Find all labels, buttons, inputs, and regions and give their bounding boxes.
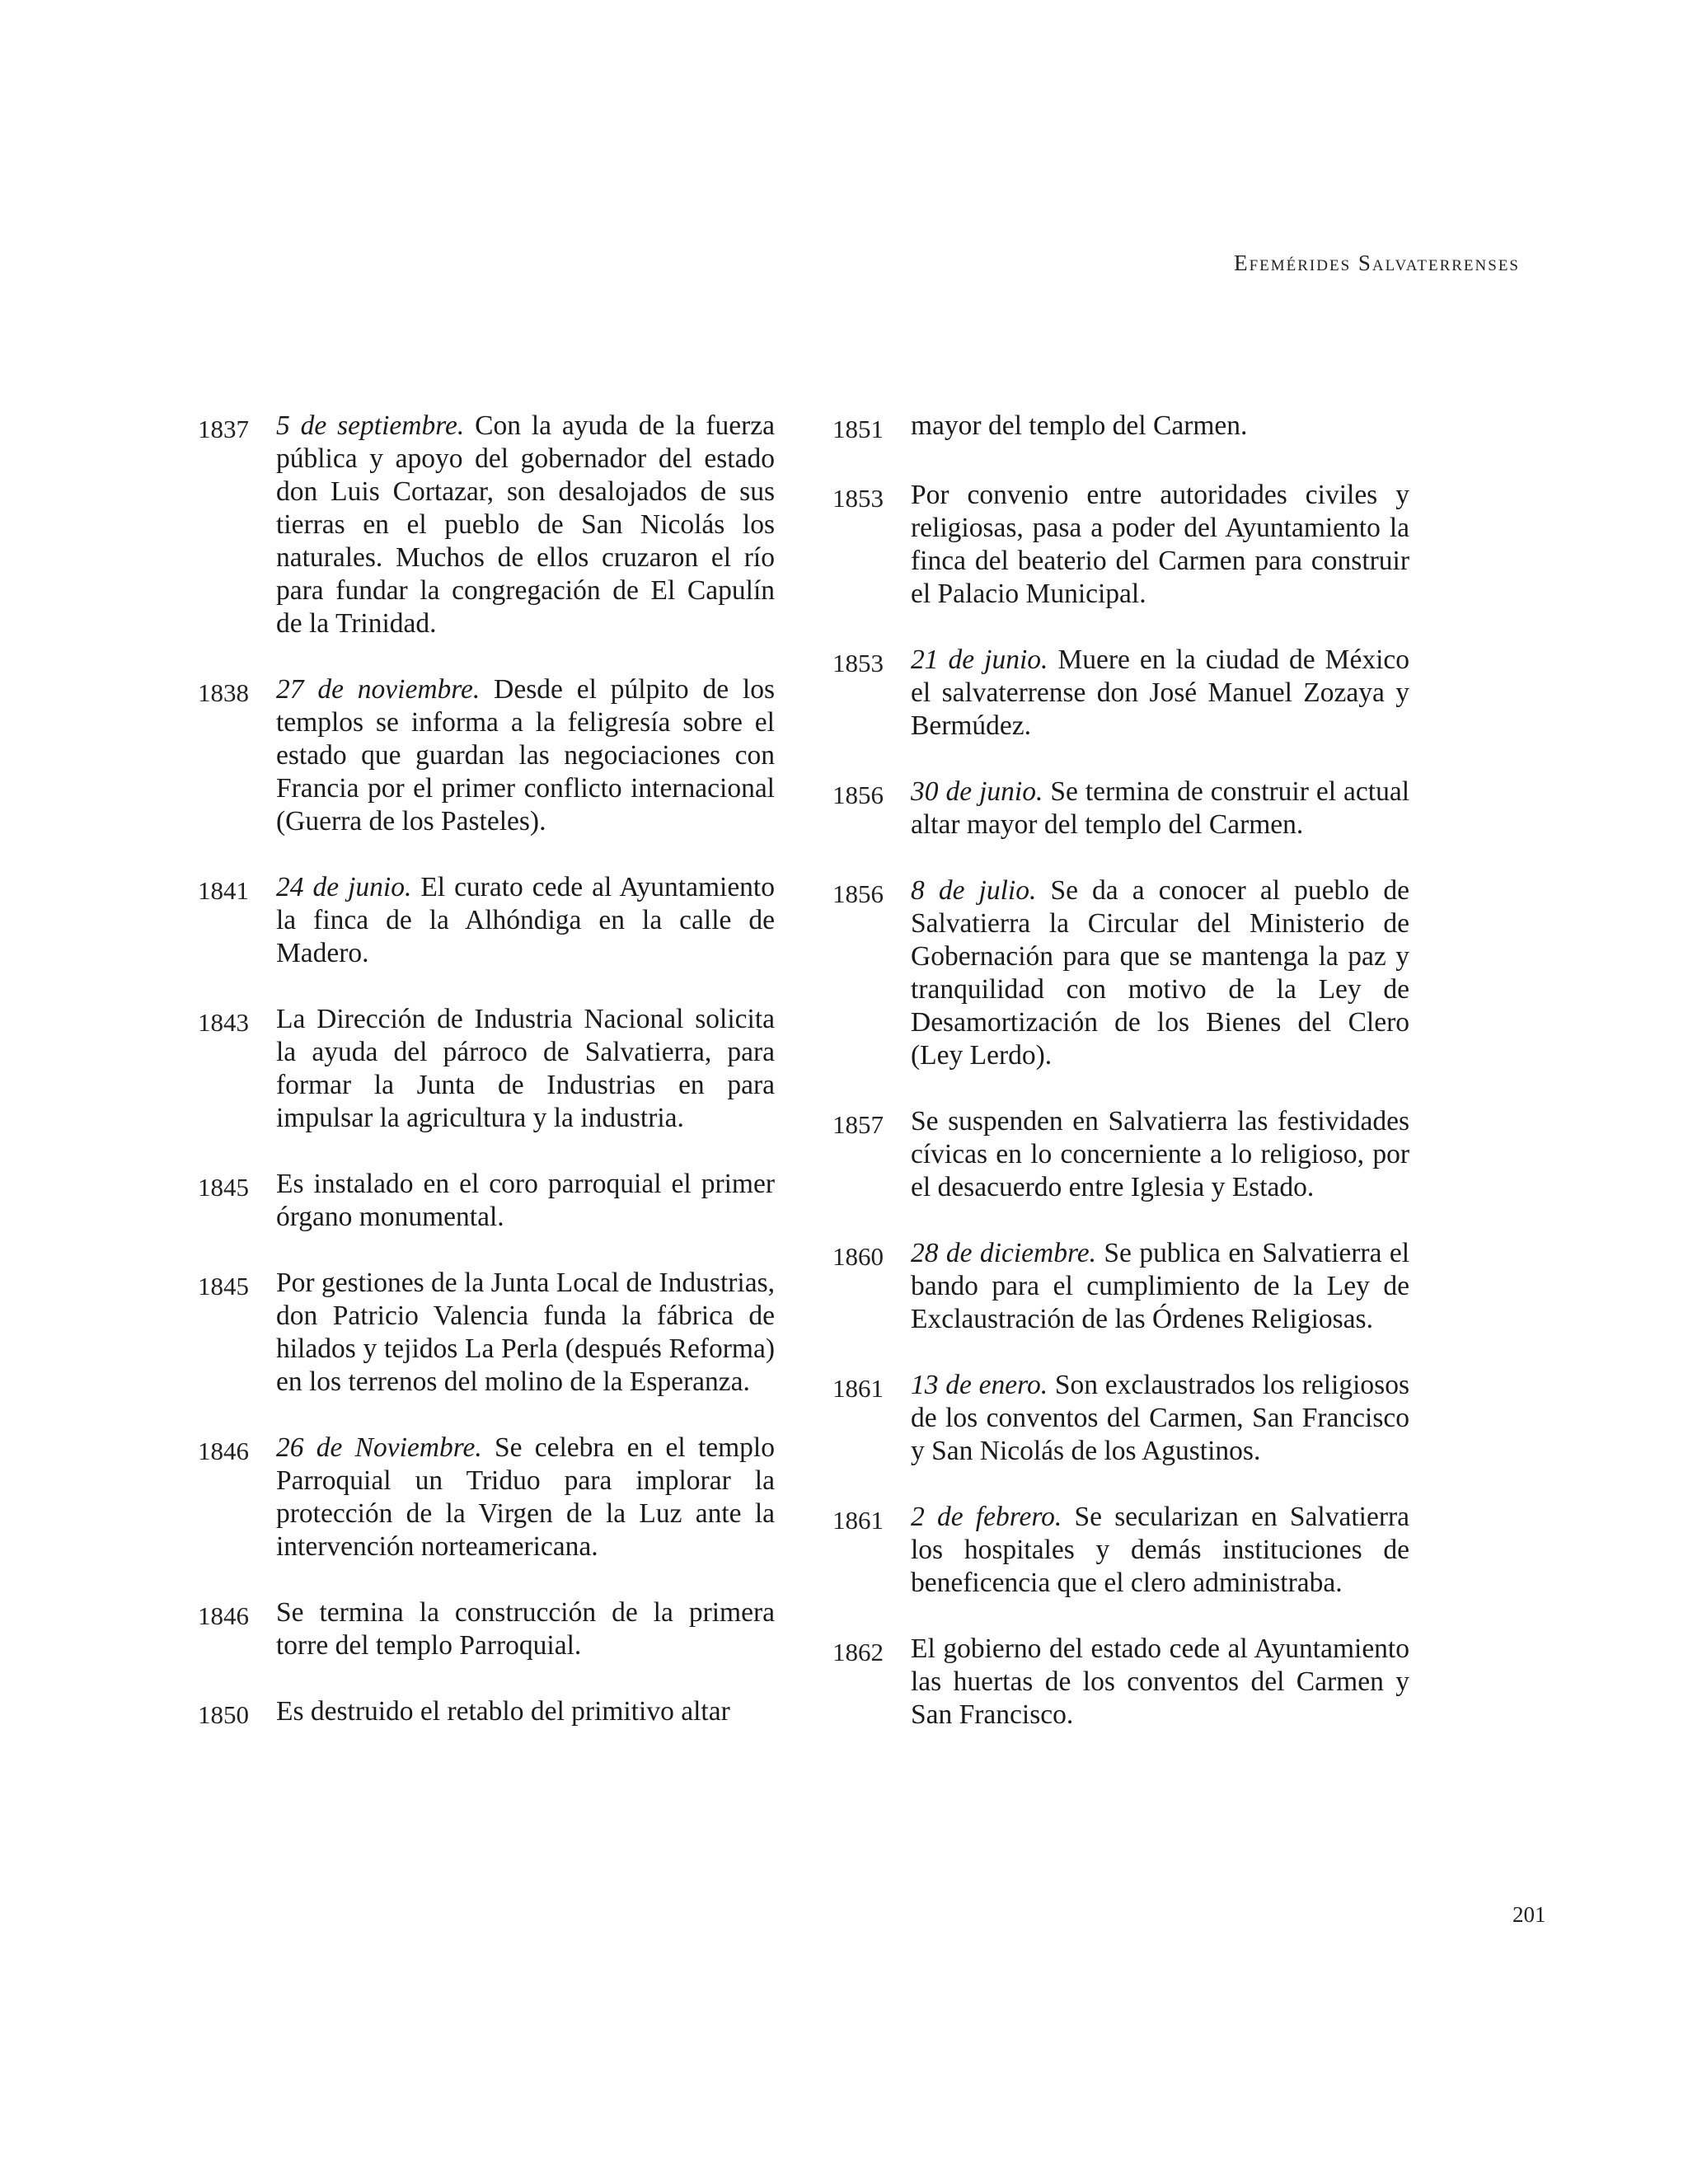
running-head: Efemérides Salvaterrenses [1234, 251, 1520, 275]
entry-text [276, 1596, 775, 1662]
page-number: 201 [1512, 1902, 1546, 1927]
entry-text [911, 479, 1409, 611]
entry-date: 2 de febrero. [911, 1502, 1062, 1532]
entry-year: 1862 [832, 1638, 884, 1666]
entry-text [911, 874, 1409, 1072]
chronology-entry [832, 644, 1409, 743]
chronology-entry [832, 874, 1409, 1072]
entry-year: 1846 [198, 1601, 249, 1630]
entry-year: 1853 [832, 649, 884, 677]
entry-date: 8 de julio. [911, 875, 1037, 906]
entry-date: 24 de junio. [276, 872, 412, 902]
chronology-entry [198, 1003, 775, 1135]
entry-text [911, 1369, 1409, 1468]
entry-text [911, 1633, 1409, 1732]
entry-year: 1850 [198, 1700, 249, 1729]
entry-text [911, 1105, 1409, 1204]
entry-body: Se secularizan en Salvatierra los hospitales y demás instituciones de beneficencia que el clero administraba. [911, 1502, 1409, 1598]
entry-year: 1857 [832, 1110, 884, 1139]
entry-year: 1845 [198, 1173, 249, 1202]
entry-year: 1853 [832, 484, 884, 513]
chronology-entry [198, 1267, 775, 1399]
entry-date: 26 de Noviembre. [276, 1432, 482, 1463]
entry-body: El curato cede al Ayuntamiento la finca de la Alhóndiga en la calle de Madero. [276, 872, 775, 968]
entry-year: 1856 [832, 879, 884, 908]
chronology-entry [198, 673, 775, 838]
entry-body: El gobierno del estado cede al Ayuntamiento las huertas de los conventos del Carmen y San Francisco. [911, 1633, 1409, 1730]
entry-body: Por convenio entre autoridades civiles y religiosas, pasa a poder del Ayuntamiento la finca del beaterio del Carmen para construir el Palacio Municipal. [911, 480, 1409, 609]
entry-body: Con la ayuda de la fuerza pública y apoyo del gobernador del estado don Luis Cortazar, son desalojados de sus tierras en el pueblo de San Nicolás los naturales. Muchos de ellos cruzaron el río para fundar la congregación de El Capulín de la Trinidad. [276, 410, 775, 639]
entry-body: Muere en la ciudad de México el salvaterrense don José Manuel Zozaya y Bermúdez. [911, 644, 1410, 741]
entry-year: 1845 [198, 1272, 249, 1301]
chronology-entry [832, 1105, 1409, 1204]
entry-body: La Dirección de Industria Nacional solicita la ayuda del párroco de Salvatierra, para formar la Junta de Industrias en para impulsar la agricultura y la industria. [276, 1004, 775, 1133]
chronology-entry [832, 410, 1409, 446]
chronology-entry [198, 871, 775, 970]
chronology-entry [198, 1695, 775, 1732]
entry-text [276, 1168, 775, 1234]
entry-text [911, 776, 1409, 841]
chronology-entry [832, 776, 1409, 841]
entry-year: 1841 [198, 876, 249, 905]
entry-text [911, 1501, 1409, 1600]
entry-text [276, 673, 775, 838]
entry-text [276, 1432, 775, 1563]
entry-text [911, 644, 1409, 743]
entry-body: Se da a conocer al pueblo de Salvatierra la Circular del Ministerio de Gobernación para que se mantenga la paz y tranquilidad con motivo de la Ley de Desamortización de los Bienes del Clero (Ley Lerdo). [911, 875, 1409, 1071]
entry-body: Es instalado en el coro parroquial el primer órgano monumental. [276, 1169, 775, 1232]
entry-date: 27 de noviembre. [276, 674, 481, 705]
entry-text [276, 1695, 775, 1732]
entry-year: 1851 [832, 415, 884, 443]
entry-body: mayor del templo del Carmen. [911, 410, 1248, 441]
entry-text [276, 410, 775, 640]
entry-body: Desde el púlpito de los templos se informa a la feligresía sobre el estado que guardan las negociaciones con Francia por el primer conflicto internacional (Guerra de los Pasteles). [276, 674, 776, 837]
entry-text [276, 1267, 775, 1399]
entry-year: 1838 [198, 678, 249, 707]
chronology-entry [832, 1501, 1409, 1600]
entry-date: 30 de junio. [911, 776, 1043, 807]
entry-year: 1843 [198, 1008, 249, 1037]
entry-date: 5 de septiembre. [276, 410, 465, 441]
entry-body: Se celebra en el templo Parroquial un Triduo para implorar la protección de la Virgen de la Luz ante la intervención norteamericana. [276, 1432, 775, 1562]
entry-text [911, 410, 1409, 446]
entry-year: 1860 [832, 1242, 884, 1271]
chronology-entry [832, 479, 1409, 611]
entry-year: 1846 [198, 1436, 249, 1465]
chronology-entry [198, 1596, 775, 1662]
entry-year: 1856 [832, 780, 884, 809]
chronology-entry [832, 1237, 1409, 1336]
entry-body: Es destruido el retablo del primitivo altar [276, 1696, 730, 1727]
entry-body: Se termina de construir el actual altar mayor del templo del Carmen. [911, 776, 1410, 840]
entry-text [276, 1003, 775, 1135]
entry-body: Se suspenden en Salvatierra las festividades cívicas en lo concerniente a lo religioso, por el desacuerdo entre Iglesia y Estado. [911, 1106, 1409, 1202]
chronology-entry [832, 1369, 1409, 1468]
chronology-entry [832, 1633, 1409, 1732]
entry-text [911, 1237, 1409, 1336]
right-column [832, 410, 1409, 1765]
chronology-entry [198, 1168, 775, 1234]
entry-body: Se termina la construcción de la primera torre del templo Parroquial. [276, 1597, 775, 1661]
entry-date: 28 de diciembre. [911, 1238, 1097, 1268]
left-column [198, 410, 775, 1765]
entry-year: 1837 [198, 415, 249, 443]
entry-year: 1861 [832, 1374, 884, 1403]
entry-year: 1861 [832, 1506, 884, 1535]
chronology-entry [198, 1432, 775, 1563]
chronology-entry [198, 410, 775, 640]
entry-body: Por gestiones de la Junta Local de Industrias, don Patricio Valencia funda la fábrica de hilados y tejidos La Perla (después Reforma) en los terrenos del molino de la Esperanza. [276, 1268, 775, 1397]
entry-text [276, 871, 775, 970]
entry-date: 21 de junio. [911, 644, 1048, 675]
entry-date: 13 de enero. [911, 1370, 1048, 1400]
entry-body: Se publica en Salvatierra el bando para el cumplimiento de la Ley de Exclaustración de las Órdenes Religiosas. [911, 1238, 1410, 1334]
entry-body: Son exclaustrados los religiosos de los conventos del Carmen, San Francisco y San Nicolás de los Agustinos. [911, 1370, 1409, 1466]
